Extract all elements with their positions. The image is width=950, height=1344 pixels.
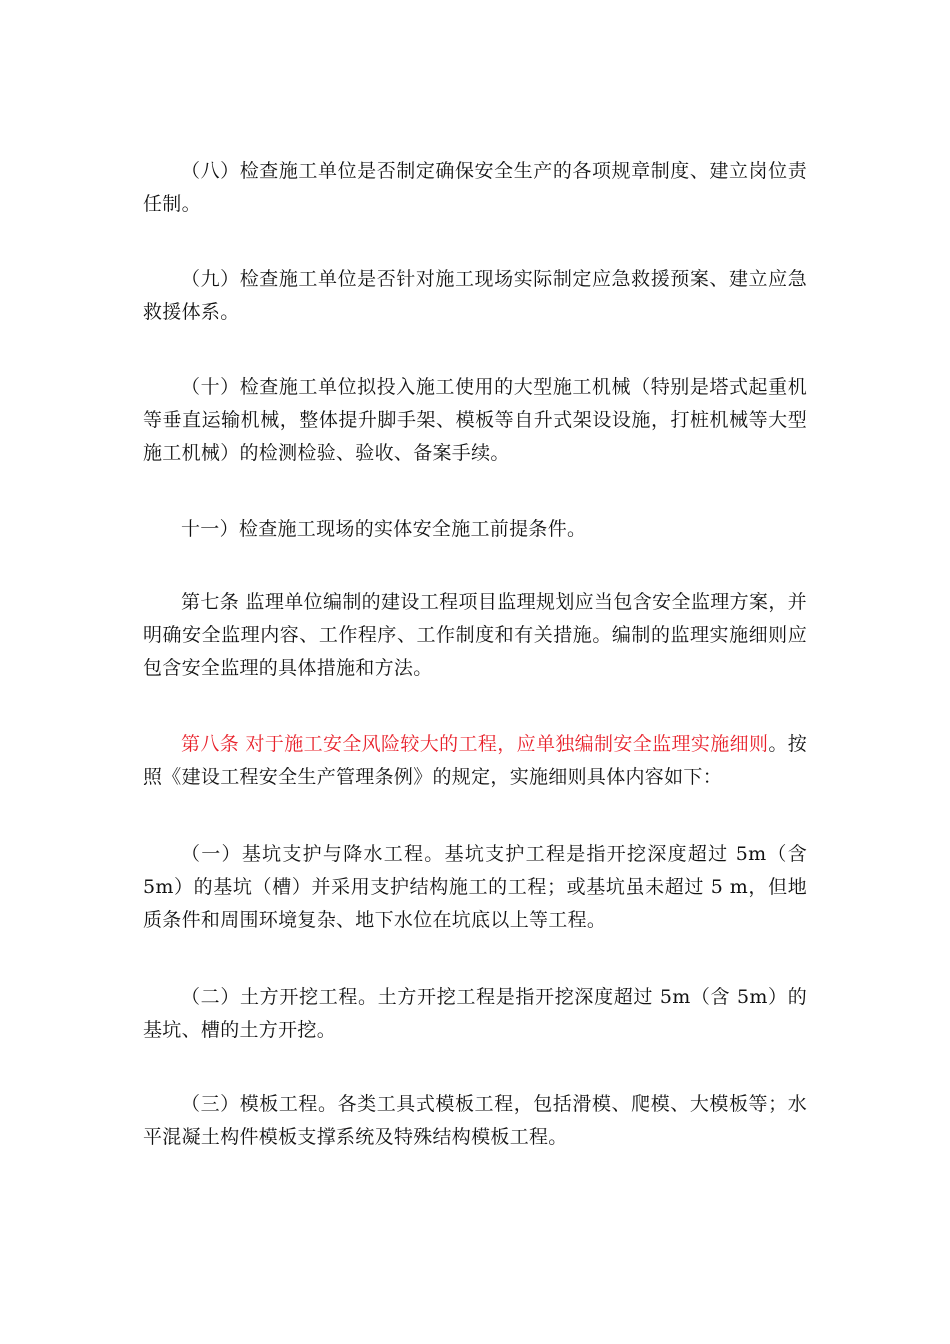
paragraph-article-8 <box>143 728 807 794</box>
paragraph-article-7: 第七条 监理单位编制的建设工程项目监理规划应当包含安全监理方案，并明确安全监理内容、工作程序、工作制度和有关措施。编制的监理实施细则应包含安全监理的具体措施和方法。 <box>143 591 807 679</box>
paragraph-sub-3: （三）模板工程。各类工具式模板工程，包括滑模、爬模、大模板等；水平混凝土构件模板支撑系统及特殊结构模板工程。 <box>143 1093 807 1148</box>
paragraph-item-8: （八）检查施工单位是否制定确保安全生产的各项规章制度、建立岗位责任制。 <box>143 160 807 215</box>
paragraph-sub-1: （一）基坑支护与降水工程。基坑支护工程是指开挖深度超过 5m（含 5m）的基坑（槽）并采用支护结构施工的工程；或基坑虽未超过 5 m，但地质条件和周围环境复杂、地下水位在坑底以上等工程。 <box>143 843 807 931</box>
article-8-body: 。按照《建设工程安全生产管理条例》的规定，实施细则具体内容如下： <box>143 733 807 788</box>
paragraph-item-10: （十）检查施工单位拟投入施工使用的大型施工机械（特别是塔式起重机等垂直运输机械，整体提升脚手架、模板等自升式架设设施，打桩机械等大型施工机械）的检测检验、验收、备案手续。 <box>143 376 807 464</box>
article-8-highlight: 第八条 对于施工安全风险较大的工程，应单独编制安全监理实施细则 <box>181 733 769 755</box>
paragraph-item-9: （九）检查施工单位是否针对施工现场实际制定应急救援预案、建立应急救援体系。 <box>143 268 807 323</box>
paragraph-sub-2: （二）土方开挖工程。土方开挖工程是指开挖深度超过 5m（含 5m）的基坑、槽的土方开挖。 <box>143 986 807 1041</box>
paragraph-item-11: 十一）检查施工现场的实体安全施工前提条件。 <box>181 518 587 540</box>
